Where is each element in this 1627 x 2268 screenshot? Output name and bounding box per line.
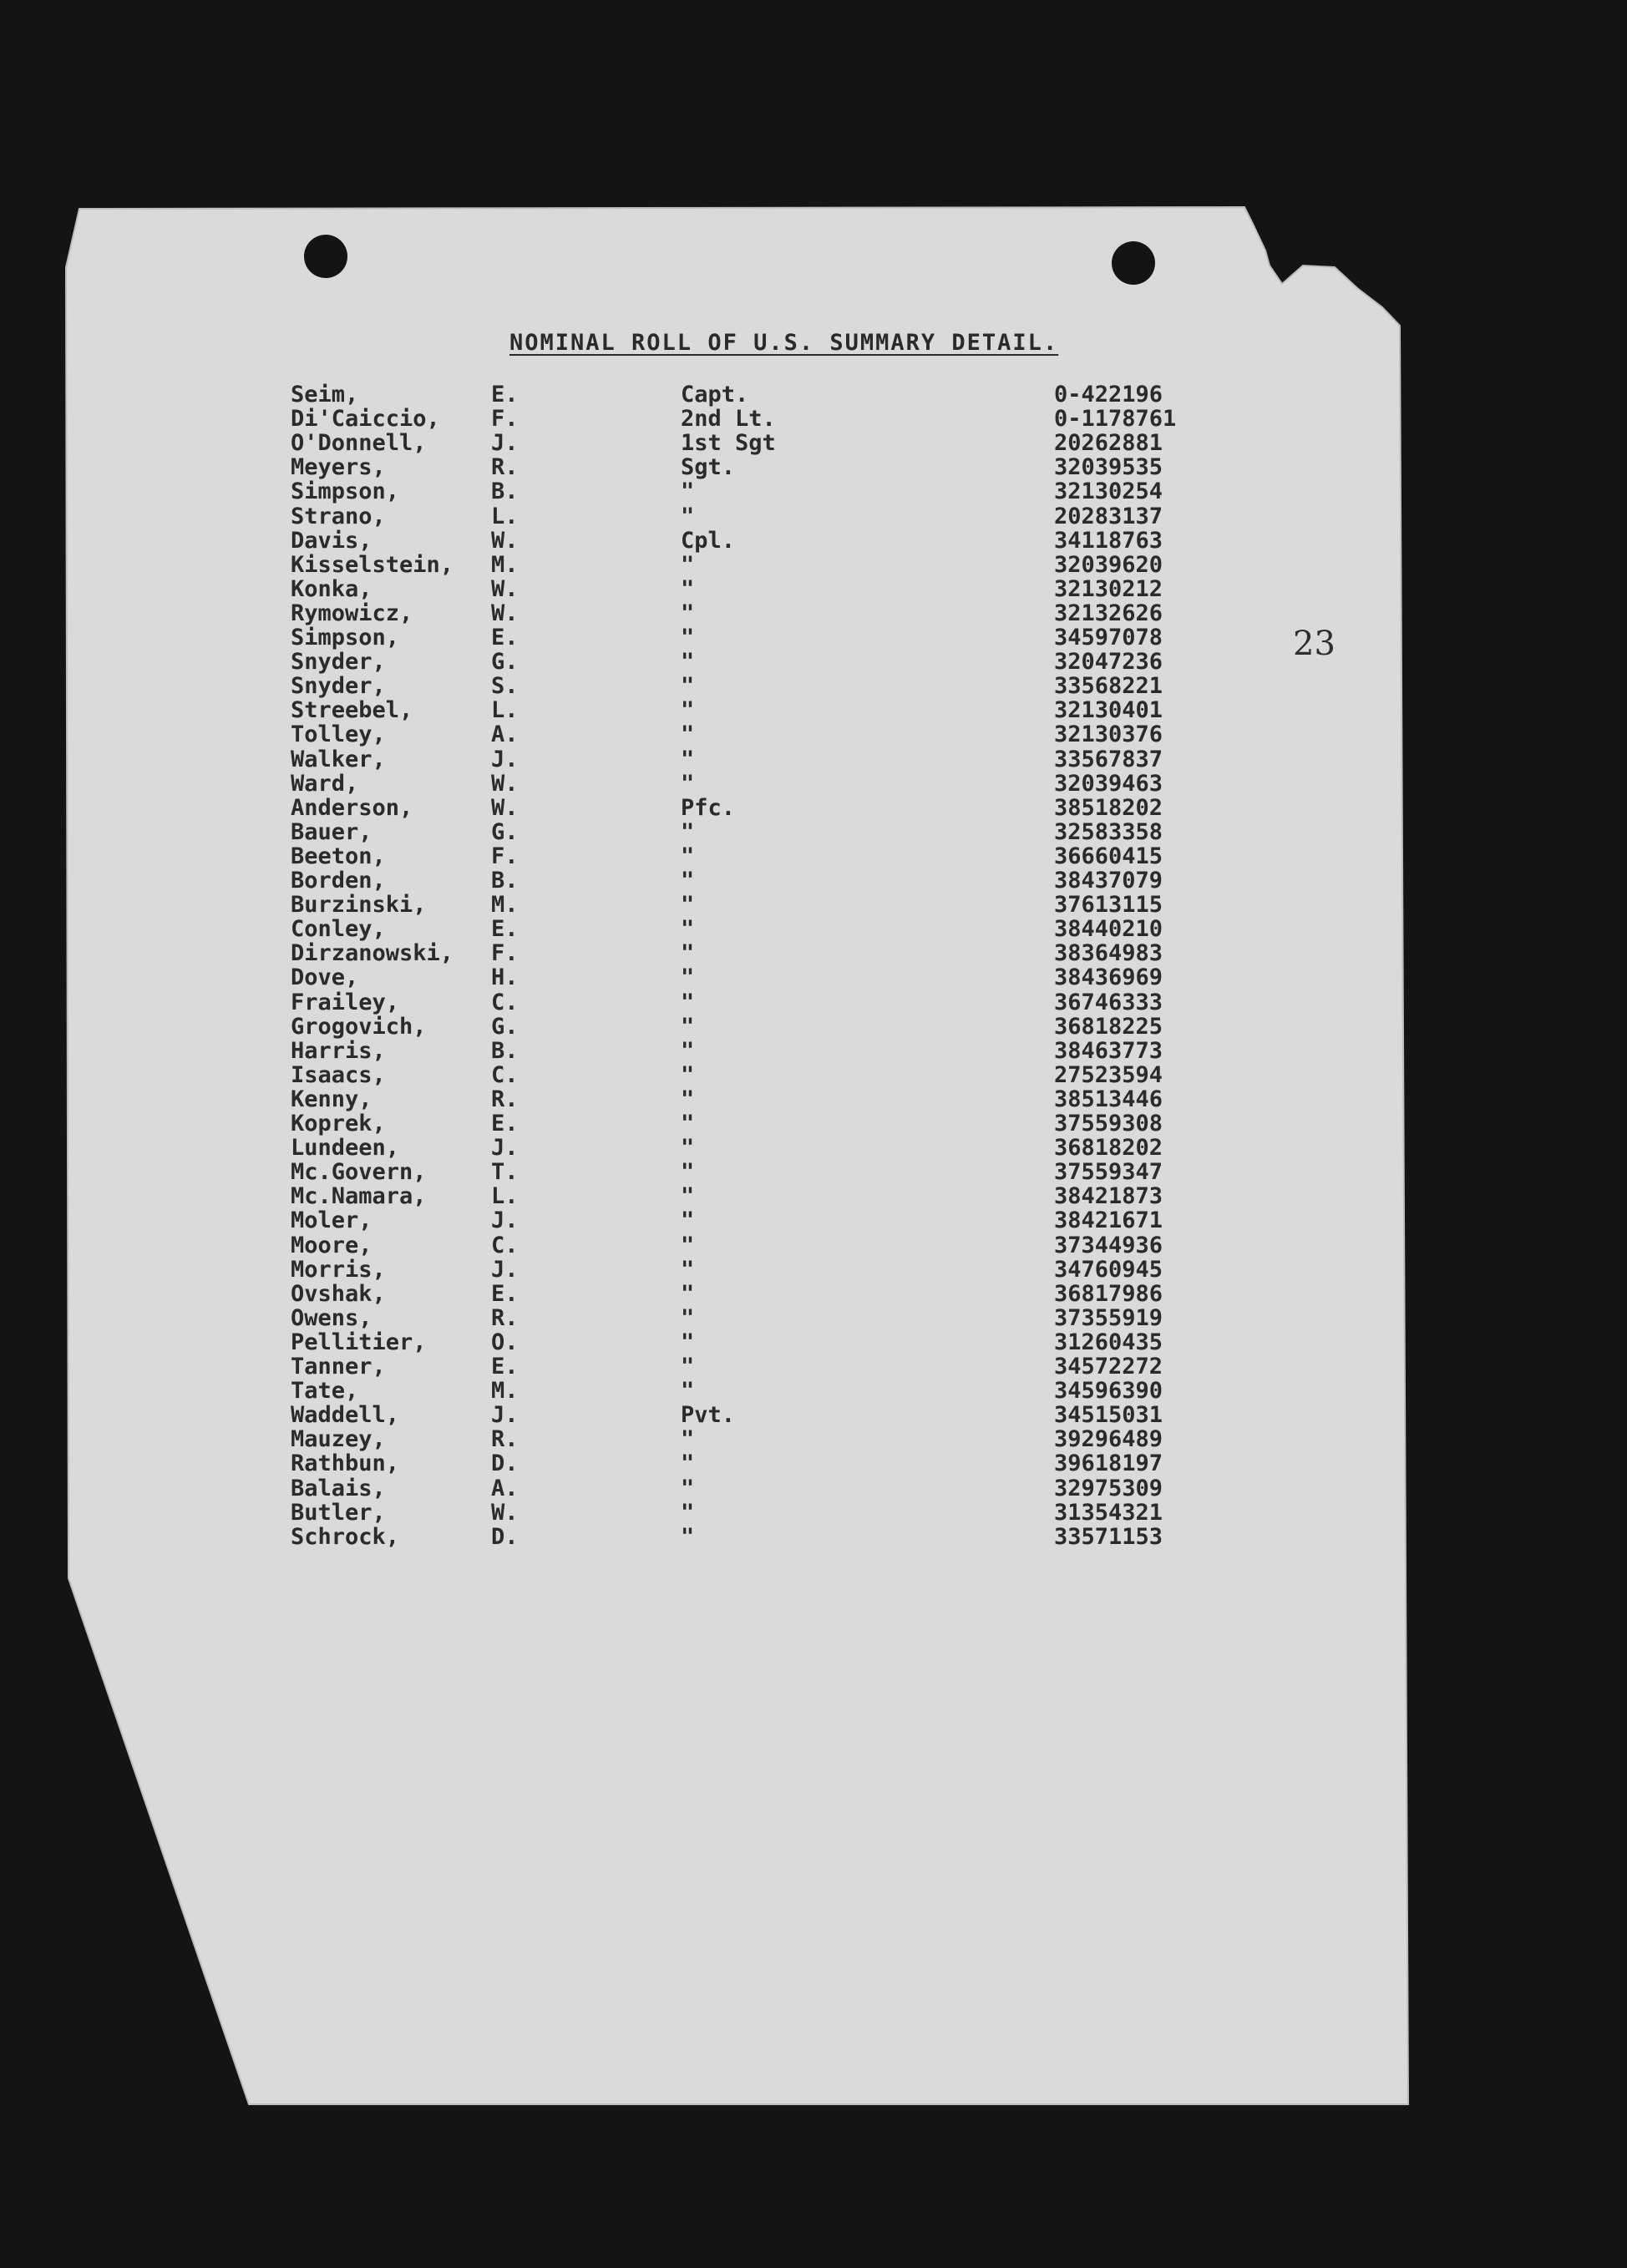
soldier-serial-number: 32039535 [1054,454,1163,481]
soldier-rank: " [681,1207,695,1234]
soldier-initial: E. [491,1280,519,1307]
soldier-rank: " [681,1329,695,1355]
soldier-serial-number: 0-1178761 [1054,406,1177,433]
soldier-initial: S. [491,673,519,700]
soldier-serial-number: 38513446 [1054,1086,1163,1112]
soldier-rank: " [681,1304,695,1331]
roster-row [0,868,1627,893]
soldier-serial-number: 36660415 [1054,843,1163,869]
soldier-initial: M. [491,1378,519,1405]
soldier-rank: " [681,1426,695,1453]
roster-row [0,772,1627,796]
soldier-name: Ovshak, [291,1280,386,1307]
soldier-initial: M. [491,551,519,578]
roster-row [0,1427,1627,1451]
soldier-rank: " [681,892,695,919]
soldier-serial-number: 32583358 [1054,818,1163,845]
soldier-name: O'Donnell, [291,430,427,457]
soldier-serial-number: 37344936 [1054,1232,1163,1258]
soldier-initial: J. [491,746,519,772]
soldier-rank: " [681,575,695,602]
roster-row [0,1451,1627,1476]
soldier-serial-number: 32130254 [1054,478,1163,505]
soldier-name: Pellitier, [291,1329,427,1355]
soldier-name: Schrock, [291,1523,400,1550]
roster-row [0,1136,1627,1160]
soldier-initial: W. [491,600,519,626]
soldier-rank: Cpl. [681,527,736,554]
soldier-serial-number: 39296489 [1054,1426,1163,1453]
soldier-rank: " [681,818,695,845]
soldier-rank: Pvt. [681,1402,736,1429]
roster-row [0,1476,1627,1501]
soldier-name: Di'Caiccio, [291,406,440,433]
roster-row [0,844,1627,868]
roster-row [0,893,1627,917]
roster-row [0,1282,1627,1306]
soldier-name: Bauer, [291,818,373,845]
soldier-rank: 2nd Lt. [681,406,776,433]
soldier-serial-number: 32130376 [1054,721,1163,748]
soldier-rank: Capt. [681,382,749,408]
soldier-initial: R. [491,1086,519,1112]
roster-row [0,1258,1627,1282]
soldier-rank: " [681,1280,695,1307]
soldier-rank: " [681,1037,695,1064]
roster-row [0,796,1627,820]
soldier-rank: " [681,625,695,651]
roster-row [0,1184,1627,1208]
soldier-serial-number: 33567837 [1054,746,1163,772]
soldier-initial: L. [491,697,519,724]
soldier-rank: " [681,478,695,505]
soldier-name: Moore, [291,1232,373,1258]
soldier-serial-number: 32130401 [1054,697,1163,724]
soldier-initial: E. [491,382,519,408]
soldier-serial-number: 37559347 [1054,1159,1163,1186]
soldier-initial: J. [491,430,519,457]
soldier-rank: " [681,770,695,797]
soldier-name: Ward, [291,770,359,797]
roster-row [0,431,1627,455]
soldier-initial: B. [491,1037,519,1064]
soldier-initial: W. [491,770,519,797]
roster-row [0,917,1627,941]
soldier-serial-number: 32039620 [1054,551,1163,578]
soldier-serial-number: 36818225 [1054,1013,1163,1040]
roster-row [0,1525,1627,1549]
roster-row [0,650,1627,674]
soldier-initial: H. [491,964,519,991]
soldier-name: Mc.Govern, [291,1159,427,1186]
soldier-initial: G. [491,649,519,676]
soldier-initial: G. [491,1013,519,1040]
soldier-serial-number: 0-422196 [1054,382,1163,408]
soldier-rank: " [681,1523,695,1550]
roster-row [0,990,1627,1015]
soldier-serial-number: 33568221 [1054,673,1163,700]
soldier-initial: O. [491,1329,519,1355]
roster-row [0,455,1627,479]
soldier-serial-number: 34572272 [1054,1354,1163,1380]
roster-row [0,1063,1627,1087]
soldier-name: Burzinski, [291,892,427,919]
soldier-name: Butler, [291,1499,386,1526]
soldier-name: Seim, [291,382,359,408]
roster-row [0,625,1627,650]
soldier-name: Kenny, [291,1086,373,1112]
soldier-name: Tanner, [291,1354,386,1380]
soldier-initial: A. [491,721,519,748]
soldier-name: Lundeen, [291,1135,400,1162]
soldier-serial-number: 38437079 [1054,868,1163,894]
soldier-serial-number: 31260435 [1054,1329,1163,1355]
soldier-name: Konka, [291,575,373,602]
soldier-serial-number: 34515031 [1054,1402,1163,1429]
soldier-name: Moler, [291,1207,373,1234]
soldier-serial-number: 32132626 [1054,600,1163,626]
soldier-rank: " [681,1061,695,1088]
roster-row [0,601,1627,625]
soldier-initial: L. [491,1183,519,1210]
soldier-rank: 1st Sgt [681,430,776,457]
soldier-initial: E. [491,1354,519,1380]
soldier-rank: " [681,964,695,991]
soldier-rank: " [681,1378,695,1405]
soldier-rank: " [681,1499,695,1526]
soldier-rank: " [681,1183,695,1210]
soldier-initial: F. [491,843,519,869]
soldier-rank: " [681,1475,695,1501]
soldier-rank: " [681,673,695,700]
soldier-name: Mauzey, [291,1426,386,1453]
soldier-serial-number: 38463773 [1054,1037,1163,1064]
soldier-name: Grogovich, [291,1013,427,1040]
soldier-initial: J. [491,1256,519,1283]
soldier-initial: R. [491,1304,519,1331]
roster-row [0,1160,1627,1184]
soldier-initial: J. [491,1207,519,1234]
roster-row [0,1379,1627,1403]
soldier-initial: E. [491,1111,519,1137]
soldier-initial: R. [491,1426,519,1453]
soldier-name: Morris, [291,1256,386,1283]
soldier-serial-number: 36817986 [1054,1280,1163,1307]
roster-row [0,1306,1627,1330]
soldier-serial-number: 33571153 [1054,1523,1163,1550]
soldier-name: Isaacs, [291,1061,386,1088]
soldier-name: Davis, [291,527,373,554]
soldier-serial-number: 37613115 [1054,892,1163,919]
soldier-rank: " [681,868,695,894]
soldier-serial-number: 38518202 [1054,794,1163,821]
soldier-name: Simpson, [291,625,400,651]
roster-row [0,965,1627,990]
soldier-name: Snyder, [291,673,386,700]
soldier-name: Streebel, [291,697,413,724]
soldier-rank: " [681,649,695,676]
soldier-initial: L. [491,503,519,529]
soldier-rank: " [681,1256,695,1283]
soldier-serial-number: 34597078 [1054,625,1163,651]
soldier-serial-number: 32975309 [1054,1475,1163,1501]
soldier-serial-number: 38421671 [1054,1207,1163,1234]
roster-row [0,1015,1627,1039]
soldier-serial-number: 36818202 [1054,1135,1163,1162]
roster-row [0,382,1627,407]
soldier-initial: A. [491,1475,519,1501]
soldier-name: Frailey, [291,989,400,1015]
soldier-rank: " [681,1450,695,1477]
soldier-initial: W. [491,794,519,821]
roster-row [0,1330,1627,1354]
soldier-rank: " [681,697,695,724]
soldier-name: Rymowicz, [291,600,413,626]
soldier-name: Koprek, [291,1111,386,1137]
soldier-initial: C. [491,1232,519,1258]
soldier-rank: Pfc. [681,794,736,821]
roster-row [0,1111,1627,1136]
soldier-rank: " [681,1013,695,1040]
soldier-name: Anderson, [291,794,413,821]
soldier-serial-number: 34118763 [1054,527,1163,554]
soldier-initial: B. [491,868,519,894]
soldier-rank: " [681,1135,695,1162]
soldier-serial-number: 38440210 [1054,916,1163,943]
roster-row [0,479,1627,504]
soldier-serial-number: 38421873 [1054,1183,1163,1210]
roster-row [0,1354,1627,1379]
soldier-name: Balais, [291,1475,386,1501]
soldier-serial-number: 37355919 [1054,1304,1163,1331]
soldier-initial: T. [491,1159,519,1186]
soldier-name: Beeton, [291,843,386,869]
roster-row [0,1233,1627,1258]
soldier-rank: " [681,940,695,967]
soldier-initial: R. [491,454,519,481]
page-title: NOMINAL ROLL OF U.S. SUMMARY DETAIL. [509,330,1059,356]
roster-row [0,722,1627,747]
soldier-rank: " [681,1232,695,1258]
soldier-rank: " [681,1159,695,1186]
soldier-initial: F. [491,940,519,967]
soldier-rank: " [681,551,695,578]
soldier-initial: M. [491,892,519,919]
soldier-name: Conley, [291,916,386,943]
soldier-rank: " [681,989,695,1015]
roster-row [0,1087,1627,1111]
soldier-serial-number: 20262881 [1054,430,1163,457]
soldier-initial: W. [491,575,519,602]
soldier-initial: D. [491,1450,519,1477]
soldier-serial-number: 32039463 [1054,770,1163,797]
soldier-name: Waddell, [291,1402,400,1429]
page-number: 23 [1293,625,1336,663]
soldier-serial-number: 20283137 [1054,503,1163,529]
soldier-rank: Sgt. [681,454,736,481]
soldier-rank: " [681,1111,695,1137]
roster-row [0,504,1627,529]
soldier-name: Harris, [291,1037,386,1064]
soldier-serial-number: 32047236 [1054,649,1163,676]
soldier-initial: J. [491,1402,519,1429]
roster-row [0,1403,1627,1427]
roster-row [0,529,1627,553]
soldier-serial-number: 38436969 [1054,964,1163,991]
roster-row [0,1208,1627,1233]
soldier-initial: C. [491,1061,519,1088]
soldier-rank: " [681,1354,695,1380]
soldier-name: Rathbun, [291,1450,400,1477]
soldier-rank: " [681,1086,695,1112]
soldier-name: Tate, [291,1378,359,1405]
soldier-serial-number: 38364983 [1054,940,1163,967]
soldier-serial-number: 36746333 [1054,989,1163,1015]
soldier-serial-number: 37559308 [1054,1111,1163,1137]
roster-row [0,674,1627,698]
soldier-name: Dove, [291,964,359,991]
soldier-name: Dirzanowski, [291,940,454,967]
soldier-initial: C. [491,989,519,1015]
roster-row [0,698,1627,722]
roster-row [0,407,1627,431]
soldier-serial-number: 39618197 [1054,1450,1163,1477]
soldier-rank: " [681,843,695,869]
roster-row [0,553,1627,577]
soldier-rank: " [681,503,695,529]
soldier-initial: W. [491,1499,519,1526]
soldier-initial: G. [491,818,519,845]
roster-row [0,577,1627,601]
soldier-rank: " [681,746,695,772]
soldier-initial: F. [491,406,519,433]
soldier-initial: J. [491,1135,519,1162]
soldier-rank: " [681,600,695,626]
soldier-name: Tolley, [291,721,386,748]
soldier-initial: W. [491,527,519,554]
soldier-name: Walker, [291,746,386,772]
soldier-name: Mc.Namara, [291,1183,427,1210]
soldier-name: Borden, [291,868,386,894]
soldier-name: Kisselstein, [291,551,454,578]
soldier-name: Strano, [291,503,386,529]
soldier-rank: " [681,916,695,943]
soldier-serial-number: 34760945 [1054,1256,1163,1283]
soldier-serial-number: 27523594 [1054,1061,1163,1088]
soldier-serial-number: 32130212 [1054,575,1163,602]
soldier-name: Meyers, [291,454,386,481]
roster-row [0,820,1627,844]
soldier-initial: E. [491,916,519,943]
soldier-initial: D. [491,1523,519,1550]
soldier-initial: E. [491,625,519,651]
roster-row [0,941,1627,965]
roster-row [0,1501,1627,1525]
roster-row [0,1039,1627,1063]
soldier-rank: " [681,721,695,748]
soldier-name: Simpson, [291,478,400,505]
soldier-serial-number: 34596390 [1054,1378,1163,1405]
soldier-serial-number: 31354321 [1054,1499,1163,1526]
roster-row [0,747,1627,772]
soldier-name: Owens, [291,1304,373,1331]
soldier-name: Snyder, [291,649,386,676]
soldier-initial: B. [491,478,519,505]
